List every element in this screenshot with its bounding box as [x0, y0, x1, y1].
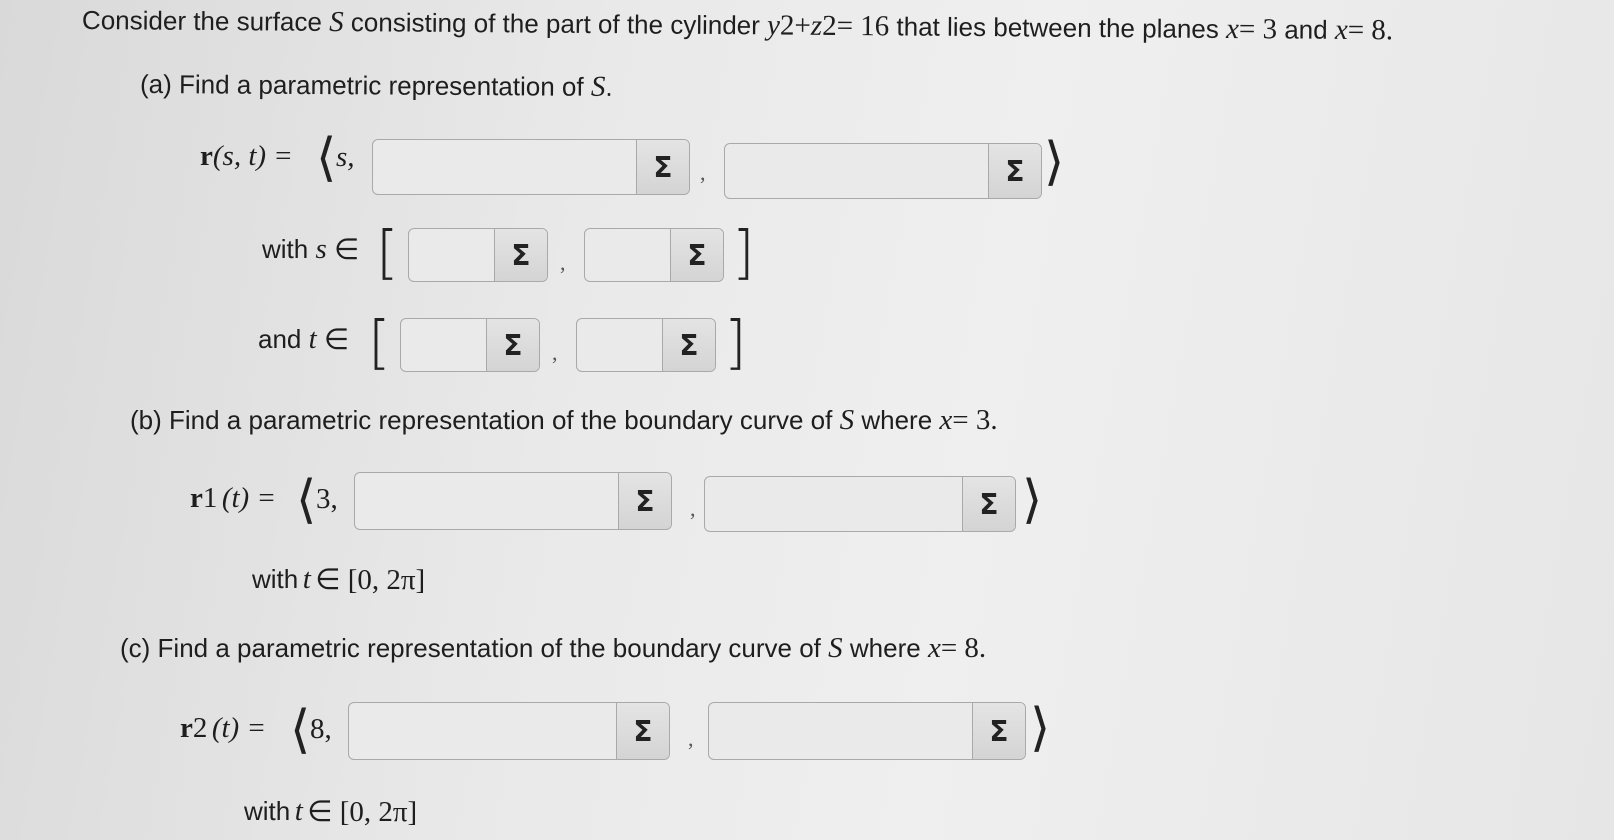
part-c-eq: = 8.	[940, 632, 987, 664]
func-args: (s, t) =	[212, 140, 293, 172]
func-r1: r	[190, 482, 203, 514]
var-x-2: x	[1334, 13, 1348, 46]
t-min-sigma-button[interactable]: Σ	[486, 319, 539, 371]
part-b-range-value: ∈ [0, 2π]	[315, 564, 426, 596]
part-b-where: where	[861, 405, 933, 435]
with-word: with	[262, 234, 309, 264]
part-c-range	[244, 794, 417, 829]
langle-c: ⟨	[290, 700, 311, 760]
part-b-first: 3,	[316, 483, 338, 515]
rangle-c: ⟩	[1030, 698, 1051, 758]
rbracket-s: ]	[732, 218, 755, 286]
c-y-input[interactable]	[349, 703, 616, 759]
a-y-field	[372, 139, 690, 195]
exp-z: 2	[822, 9, 837, 42]
func-r2: r	[180, 712, 193, 744]
c-y-sigma-button[interactable]: Σ	[616, 703, 669, 759]
part-c-label: (c) Find a parametric representation of the boundary curve of	[120, 633, 821, 663]
t-max-field	[576, 318, 716, 372]
part-a-heading	[140, 68, 613, 104]
part-b-heading	[130, 404, 998, 437]
elem-s: ∈	[334, 234, 360, 266]
and-t-label	[258, 322, 349, 357]
comma-a1: ,	[700, 160, 706, 185]
part-b-range	[252, 562, 425, 597]
s-min-input[interactable]	[409, 229, 494, 281]
var-s: s	[315, 233, 327, 265]
b-y-sigma-button[interactable]: Σ	[618, 473, 671, 529]
surface-var: S	[329, 5, 344, 39]
part-a-label: (a) Find a parametric representation of	[139, 69, 584, 102]
t-min-input[interactable]	[401, 319, 486, 371]
var-t: t	[308, 323, 317, 355]
part-a-first: s,	[336, 141, 355, 173]
var-x-1: x	[1225, 12, 1240, 46]
comma-s: ,	[560, 250, 566, 275]
part-c-where: where	[849, 633, 921, 663]
eq-3: = 3	[1238, 13, 1278, 46]
rbracket-t: ]	[724, 308, 747, 376]
sub-1: 1	[202, 482, 218, 514]
s-min-field	[408, 228, 548, 282]
part-b-with: with	[252, 564, 299, 594]
part-c-first: 8,	[310, 713, 332, 745]
eq-16: = 16	[836, 9, 890, 43]
sub-2: 2	[192, 712, 208, 744]
comma-t: ,	[552, 340, 558, 365]
a-z-input[interactable]	[725, 144, 988, 198]
exp-y: 2	[779, 9, 795, 42]
part-b-eq: = 3.	[952, 404, 998, 436]
s-min-sigma-button[interactable]: Σ	[494, 229, 547, 281]
b-y-field	[354, 472, 672, 530]
elem-t: ∈	[323, 324, 350, 356]
t-max-sigma-button[interactable]: Σ	[662, 319, 715, 371]
a-z-sigma-button[interactable]: Σ	[988, 144, 1041, 198]
part-a-var: S	[590, 70, 606, 103]
c-z-input[interactable]	[709, 703, 972, 759]
func-r: r	[200, 140, 213, 172]
question-between: that lies between the planes	[896, 11, 1219, 44]
b-z-input[interactable]	[705, 477, 962, 531]
part-c-var-x: x	[927, 632, 941, 664]
b-z-sigma-button[interactable]: Σ	[962, 477, 1015, 531]
part-b-var: S	[839, 404, 855, 436]
t-max-input[interactable]	[577, 319, 662, 371]
part-a-r-label	[200, 140, 293, 173]
var-y: y	[766, 9, 781, 42]
part-c-heading	[120, 632, 986, 665]
question-middle: consisting of the part of the cylinder	[350, 7, 760, 41]
lbracket-s: [	[376, 218, 399, 286]
c-y-field	[348, 702, 670, 760]
part-c-var-t: t	[294, 795, 303, 827]
eq-8: = 8.	[1347, 13, 1394, 47]
s-max-sigma-button[interactable]: Σ	[670, 229, 723, 281]
r1-label	[190, 482, 276, 515]
t-min-field	[400, 318, 540, 372]
r2-args: (t) =	[211, 712, 267, 744]
c-z-sigma-button[interactable]: Σ	[972, 703, 1025, 759]
b-y-input[interactable]	[355, 473, 618, 529]
rangle-b: ⟩	[1022, 470, 1043, 530]
s-max-input[interactable]	[585, 229, 670, 281]
comma-c: ,	[688, 726, 694, 751]
b-z-field	[704, 476, 1016, 532]
part-b-var-t: t	[302, 563, 311, 595]
question-text	[82, 4, 1393, 47]
part-c-with: with	[244, 796, 291, 826]
part-c-range-value: ∈ [0, 2π]	[307, 796, 418, 828]
r1-args: (t) =	[221, 482, 277, 514]
part-b-var-x: x	[939, 404, 953, 436]
question-prefix: Consider the surface	[81, 5, 323, 37]
comma-b: ,	[690, 496, 696, 521]
a-y-input[interactable]	[373, 140, 636, 194]
rangle-a: ⟩	[1044, 132, 1065, 192]
part-a-period: .	[605, 71, 613, 102]
r2-label	[180, 712, 266, 745]
langle-a: ⟨	[316, 128, 337, 188]
langle-b: ⟨	[296, 470, 317, 530]
plus: +	[794, 9, 811, 42]
and-word: and	[1284, 14, 1328, 45]
s-max-field	[584, 228, 724, 282]
and-t-word: and	[258, 324, 302, 354]
part-b-label: (b) Find a parametric representation of the boundary curve of	[130, 405, 833, 435]
with-s-label	[262, 232, 359, 267]
c-z-field	[708, 702, 1026, 760]
var-z: z	[810, 9, 823, 42]
lbracket-t: [	[368, 308, 391, 376]
part-c-var: S	[828, 632, 843, 664]
a-z-field	[724, 143, 1042, 199]
a-y-sigma-button[interactable]: Σ	[636, 140, 689, 194]
